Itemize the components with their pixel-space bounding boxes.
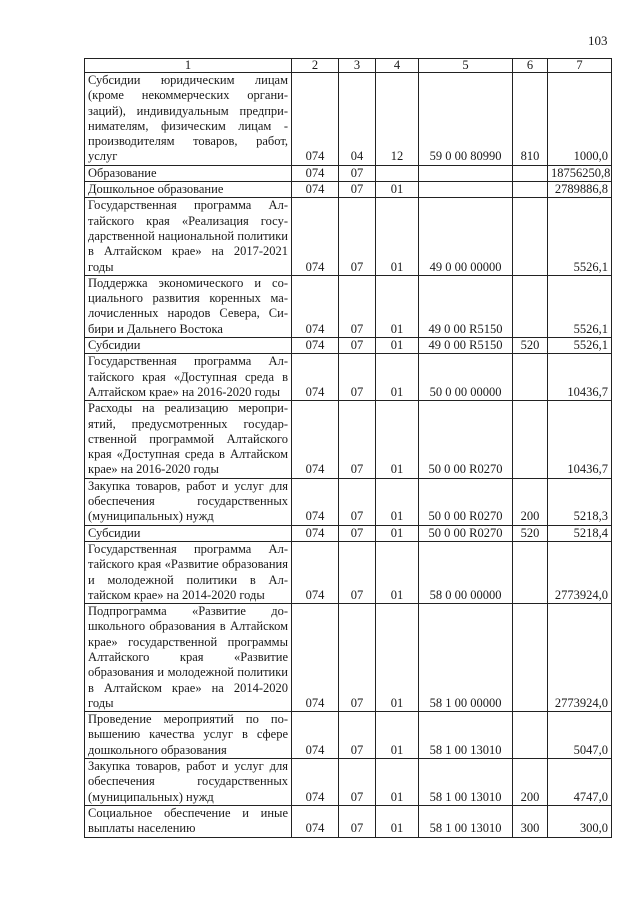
header-cell: 3 (339, 59, 376, 73)
target-article-code: 58 1 00 00000 (419, 604, 513, 712)
table-row (85, 182, 612, 198)
subsection-code: 01 (376, 604, 419, 712)
subsection-code: 01 (376, 338, 419, 354)
subsection-code: 01 (376, 275, 419, 337)
table-row (85, 478, 612, 525)
item-name: Подпрограмма «Развитие дошкольного образования в Алтайском крае» государственной программы Алтайского края «Развитие образования и молодежной политики в Алтайском крае» на 2014-2020 годы (85, 604, 292, 712)
table-row (85, 354, 612, 401)
amount: 2773924,0 (548, 541, 612, 603)
item-name: Субсидии (85, 338, 292, 354)
target-article-code: 58 0 00 00000 (419, 541, 513, 603)
amount: 2789886,8 (548, 182, 612, 198)
target-article-code: 49 0 00 R5150 (419, 338, 513, 354)
section-code: 07 (339, 275, 376, 337)
table-row (85, 712, 612, 759)
target-article-code: 50 0 00 R0270 (419, 478, 513, 525)
table-row (85, 73, 612, 166)
item-name: Социальное обеспечение и иные выплаты населению (85, 805, 292, 837)
expense-type-code (513, 182, 548, 198)
subsection-code (376, 165, 419, 181)
section-code: 07 (339, 401, 376, 478)
expense-type-code: 520 (513, 525, 548, 541)
target-article-code: 49 0 00 R5150 (419, 275, 513, 337)
subsection-code: 01 (376, 805, 419, 837)
subsection-code: 01 (376, 198, 419, 275)
amount: 18756250,8 (548, 165, 612, 181)
item-name: Государственная программа Алтайского края «Реализация государственной национальной политики в Алтайском крае» на 2017-2021 годы (85, 198, 292, 275)
section-code: 07 (339, 712, 376, 759)
subsection-code: 12 (376, 73, 419, 166)
item-name: Дошкольное образование (85, 182, 292, 198)
expense-type-code: 300 (513, 805, 548, 837)
amount: 5218,4 (548, 525, 612, 541)
section-code: 07 (339, 182, 376, 198)
expense-type-code (513, 712, 548, 759)
ministry-code: 074 (292, 165, 339, 181)
expense-type-code (513, 198, 548, 275)
section-code: 07 (339, 525, 376, 541)
header-cell: 7 (548, 59, 612, 73)
table-row (85, 165, 612, 181)
table-row (85, 805, 612, 837)
ministry-code: 074 (292, 275, 339, 337)
item-name: Субсидии (85, 525, 292, 541)
subsection-code: 01 (376, 541, 419, 603)
target-article-code: 50 0 00 R0270 (419, 401, 513, 478)
expense-type-code: 810 (513, 73, 548, 166)
target-article-code: 59 0 00 80990 (419, 73, 513, 166)
section-code: 07 (339, 759, 376, 806)
page-number: 103 (588, 33, 608, 48)
section-code: 07 (339, 604, 376, 712)
expense-type-code (513, 541, 548, 603)
ministry-code: 074 (292, 712, 339, 759)
item-name: Закупка товаров, работ и услуг для обеспечения государственных (муниципальных) нужд (85, 759, 292, 806)
target-article-code: 49 0 00 00000 (419, 198, 513, 275)
table-row (85, 525, 612, 541)
amount: 300,0 (548, 805, 612, 837)
item-name: Образование (85, 165, 292, 181)
amount: 5218,3 (548, 478, 612, 525)
ministry-code: 074 (292, 182, 339, 198)
header-cell: 2 (292, 59, 339, 73)
target-article-code: 58 1 00 13010 (419, 759, 513, 806)
budget-table (84, 58, 612, 838)
amount: 5526,1 (548, 338, 612, 354)
section-code: 04 (339, 73, 376, 166)
header-cell: 1 (85, 59, 292, 73)
expense-type-code (513, 604, 548, 712)
section-code: 07 (339, 478, 376, 525)
section-code: 07 (339, 338, 376, 354)
amount: 5526,1 (548, 275, 612, 337)
table-row (85, 401, 612, 478)
ministry-code: 074 (292, 805, 339, 837)
target-article-code: 50 0 00 00000 (419, 354, 513, 401)
expense-type-code: 200 (513, 759, 548, 806)
ministry-code: 074 (292, 354, 339, 401)
amount: 10436,7 (548, 401, 612, 478)
header-cell: 4 (376, 59, 419, 73)
item-name: Закупка товаров, работ и услуг для обеспечения государственных (муниципальных) нужд (85, 478, 292, 525)
subsection-code: 01 (376, 354, 419, 401)
section-code: 07 (339, 198, 376, 275)
item-name: Проведение мероприятий по повышению качества услуг в сфере дошкольного образования (85, 712, 292, 759)
target-article-code: 58 1 00 13010 (419, 712, 513, 759)
item-name: Поддержка экономического и социального развития коренных малочисленных народов Севера, Сибири и Дальнего Востока (85, 275, 292, 337)
table-row (85, 759, 612, 806)
table-row (85, 541, 612, 603)
amount: 5526,1 (548, 198, 612, 275)
table-row (85, 604, 612, 712)
subsection-code: 01 (376, 525, 419, 541)
amount: 2773924,0 (548, 604, 612, 712)
ministry-code: 074 (292, 759, 339, 806)
expense-type-code (513, 275, 548, 337)
ministry-code: 074 (292, 198, 339, 275)
target-article-code: 58 1 00 13010 (419, 805, 513, 837)
subsection-code: 01 (376, 401, 419, 478)
table-row (85, 198, 612, 275)
ministry-code: 074 (292, 338, 339, 354)
ministry-code: 074 (292, 525, 339, 541)
header-cell: 5 (419, 59, 513, 73)
header-row (85, 59, 612, 73)
section-code: 07 (339, 354, 376, 401)
amount: 5047,0 (548, 712, 612, 759)
ministry-code: 074 (292, 401, 339, 478)
expense-type-code: 200 (513, 478, 548, 525)
subsection-code: 01 (376, 182, 419, 198)
ministry-code: 074 (292, 73, 339, 166)
ministry-code: 074 (292, 604, 339, 712)
table-row (85, 275, 612, 337)
target-article-code: 50 0 00 R0270 (419, 525, 513, 541)
amount: 4747,0 (548, 759, 612, 806)
expense-type-code: 520 (513, 338, 548, 354)
ministry-code: 074 (292, 541, 339, 603)
target-article-code (419, 182, 513, 198)
item-name: Государственная программа Алтайского края «Доступная среда в Алтайском крае» на 2016-2020 годы (85, 354, 292, 401)
target-article-code (419, 165, 513, 181)
amount: 1000,0 (548, 73, 612, 166)
amount: 10436,7 (548, 354, 612, 401)
expense-type-code (513, 354, 548, 401)
subsection-code: 01 (376, 478, 419, 525)
item-name: Государственная программа Алтайского края «Развитие образования и молодежной политики в Алтайском крае» на 2014-2020 годы (85, 541, 292, 603)
subsection-code: 01 (376, 759, 419, 806)
section-code: 07 (339, 805, 376, 837)
expense-type-code (513, 401, 548, 478)
section-code: 07 (339, 165, 376, 181)
subsection-code: 01 (376, 712, 419, 759)
expense-type-code (513, 165, 548, 181)
table-row (85, 338, 612, 354)
ministry-code: 074 (292, 478, 339, 525)
section-code: 07 (339, 541, 376, 603)
item-name: Расходы на реализацию мероприятий, предусмотренных государственной программой Алтайского края «Доступная среда в Алтайском крае» на 2016-2020 годы (85, 401, 292, 478)
item-name: Субсидии юридическим лицам (кроме некоммерческих организаций), индивидуальным предпринимателям, физическим лицам - производителям товаров, работ, услуг (85, 73, 292, 166)
header-cell: 6 (513, 59, 548, 73)
